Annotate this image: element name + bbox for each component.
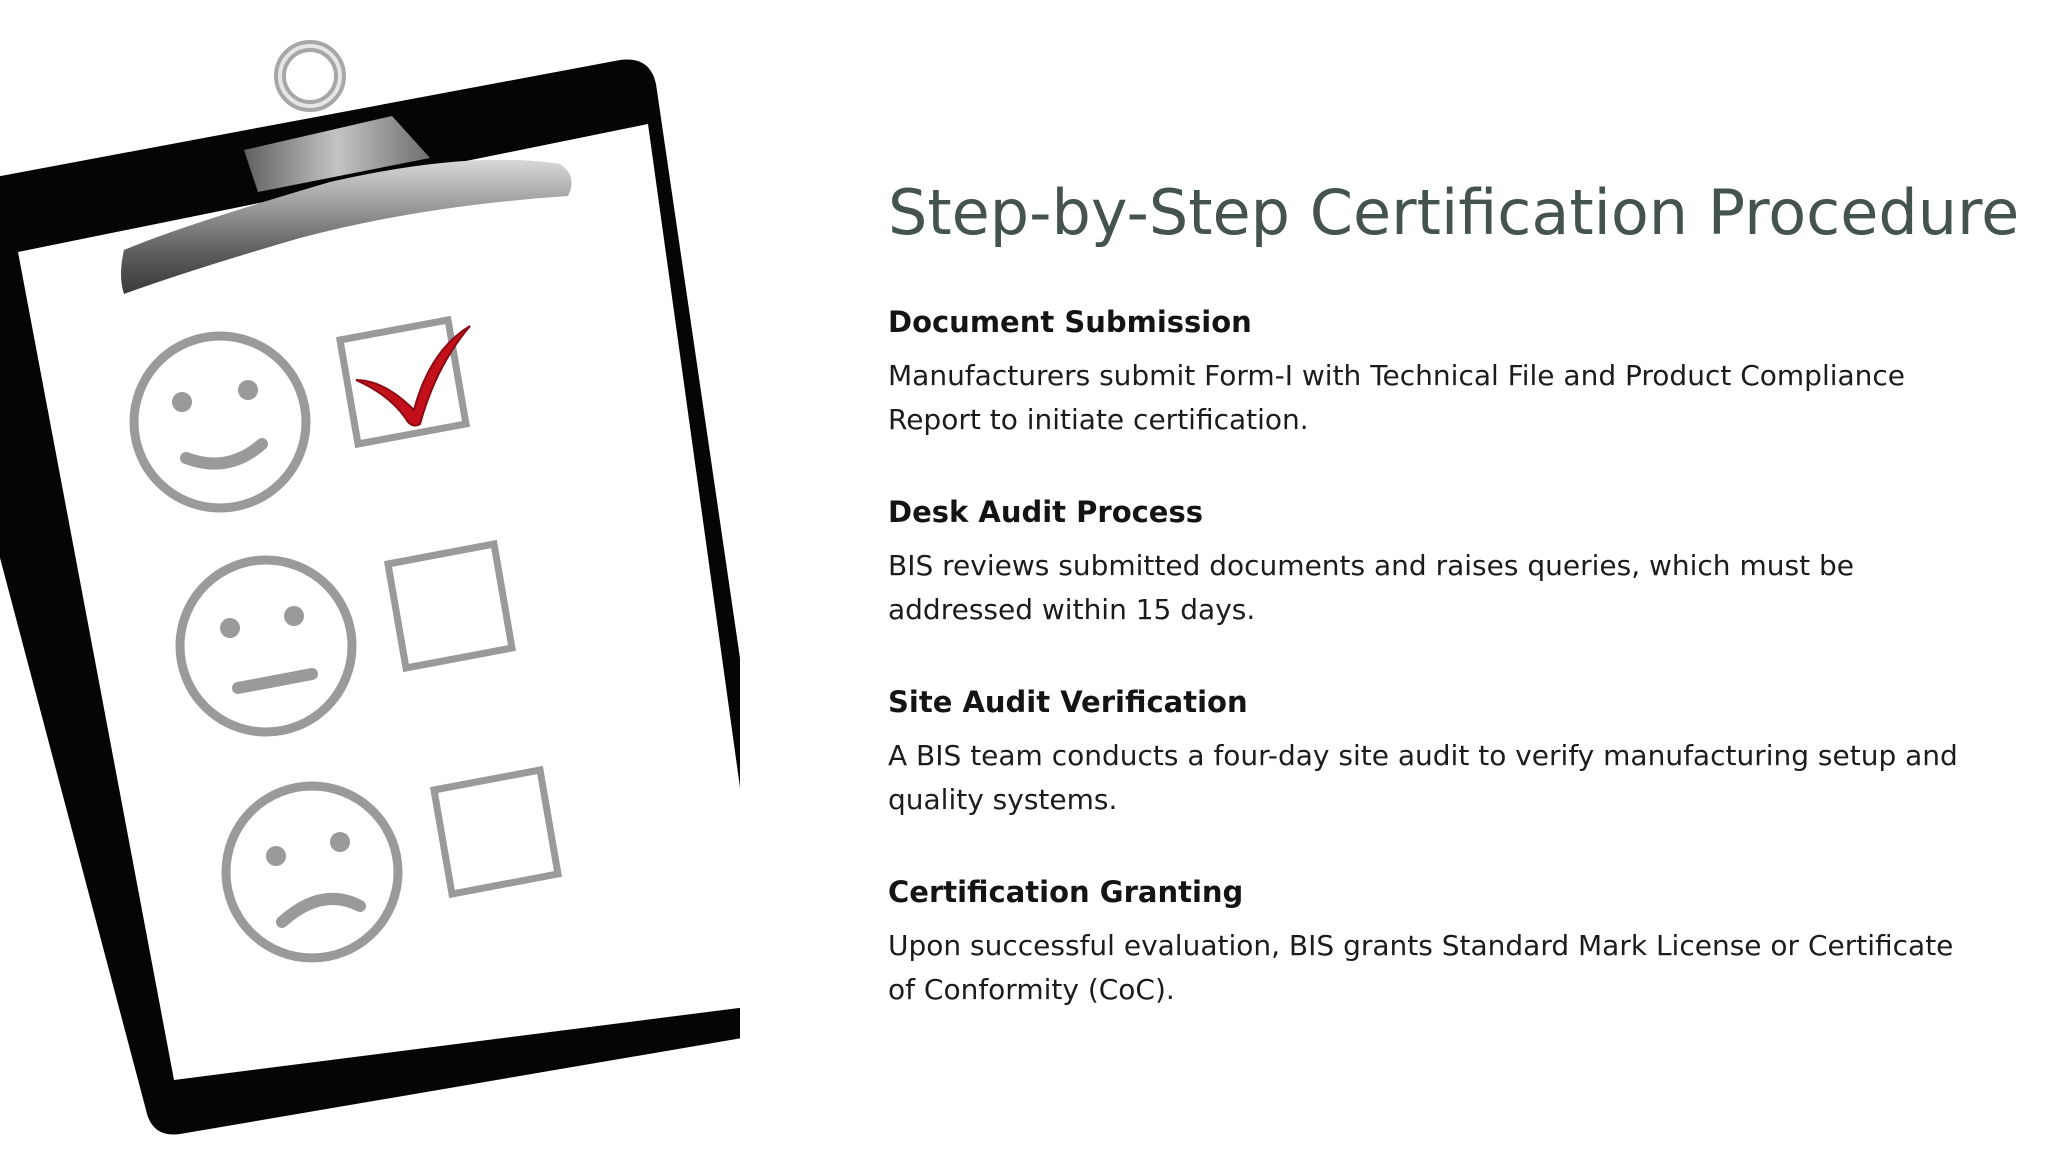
- step-description: BIS reviews submitted documents and raises queries, which must be addressed within 15 days.: [888, 549, 1854, 626]
- slide-title: Step-by-Step Certification Procedure: [888, 176, 2020, 249]
- step-certification-granting: [888, 872, 1998, 1012]
- step-heading: Site Audit Verification: [888, 685, 1248, 719]
- step-heading: Document Submission: [888, 305, 1252, 339]
- content-panel: [888, 168, 2020, 1062]
- step-heading: Certification Granting: [888, 875, 1244, 909]
- step-desk-audit: [888, 492, 1998, 632]
- step-heading: Desk Audit Process: [888, 495, 1203, 529]
- step-description: Upon successful evaluation, BIS grants Standard Mark License or Certificate of Conformity (CoC).: [888, 929, 1954, 1006]
- step-description: A BIS team conducts a four-day site audit to verify manufacturing setup and quality systems.: [888, 739, 1958, 816]
- clipboard-illustration: [0, 0, 740, 1152]
- step-site-audit: [888, 682, 1998, 822]
- step-description: Manufacturers submit Form-I with Technical File and Product Compliance Report to initiate certification.: [888, 359, 1906, 436]
- step-document-submission: [888, 302, 1998, 442]
